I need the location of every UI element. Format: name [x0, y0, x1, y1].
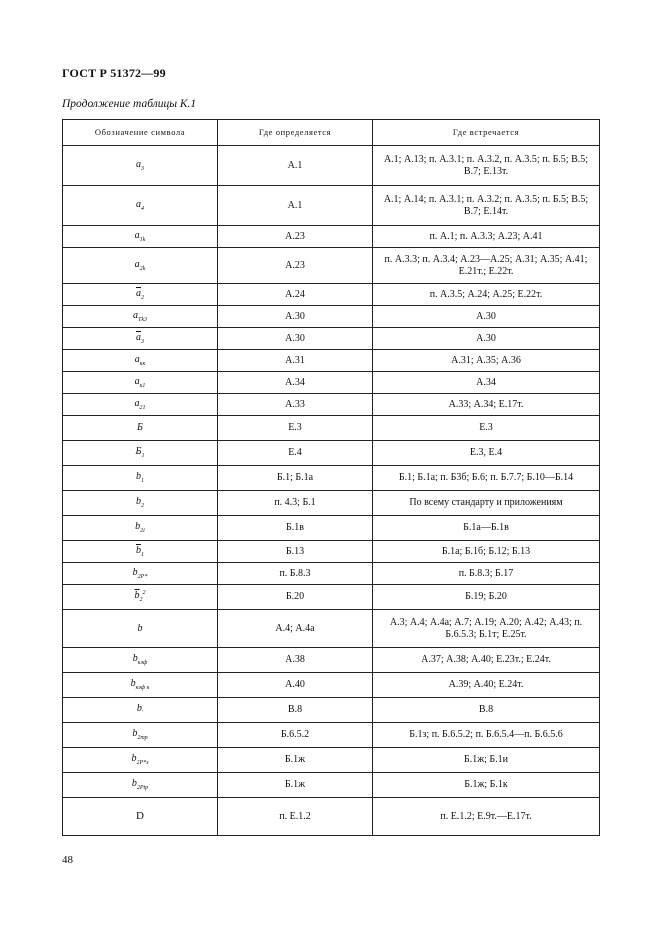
- symbol-cell: [63, 350, 218, 372]
- symbol-base: Б: [135, 446, 142, 458]
- symbol-subscript: кк: [139, 360, 146, 367]
- symbol-base: $\overline{a}$: [136, 287, 141, 299]
- used-cell: п. Е.1.2; Е.9т.—Е.17т.: [373, 798, 600, 836]
- defined-cell: Б.13: [218, 541, 373, 563]
- used-cell: Б.1а; Б.1б; Б.12; Б.13: [373, 541, 600, 563]
- defined-cell: Б.20: [218, 585, 373, 610]
- used-cell: Б.19; Б.20: [373, 585, 600, 610]
- used-cell: А.39; А.40; Е.24т.: [373, 673, 600, 698]
- symbol-base: D: [136, 810, 144, 823]
- symbol-base: Б: [137, 422, 143, 434]
- symbol-subscript: 2тр: [137, 735, 148, 742]
- defined-cell: А.23: [218, 226, 373, 248]
- used-cell: Б.1з; п. Б.6.5.2; п. Б.6.5.4—п. Б.6.5.6: [373, 723, 600, 748]
- symbol-base: a: [134, 258, 140, 270]
- symbol-cell: [63, 248, 218, 284]
- symbol-base: b: [131, 778, 137, 790]
- column-header-symbol: Обозначение символа: [63, 120, 218, 146]
- symbol-cell: [63, 748, 218, 773]
- symbol-cell: [63, 186, 218, 226]
- symbol-base: a: [134, 397, 140, 409]
- defined-cell: Е.4: [218, 441, 373, 466]
- symbol-cell: [63, 372, 218, 394]
- table-row: [63, 186, 600, 226]
- symbol-cell: [63, 610, 218, 648]
- symbol-subscript: 21: [139, 404, 146, 411]
- table-row: [63, 328, 600, 350]
- used-cell: А.30: [373, 306, 600, 328]
- column-header-used: Где встречается: [373, 120, 600, 146]
- defined-cell: В.8: [218, 698, 373, 723]
- symbol-subscript: 2P*з: [136, 760, 149, 767]
- table-row: [63, 441, 600, 466]
- symbol-subscript: кэф к: [135, 685, 150, 692]
- used-cell: А.37; А.38; А.40; Е.23т.; Е.24т.: [373, 648, 600, 673]
- symbol-subscript: 4: [141, 205, 144, 212]
- used-cell: п. Б.8.3; Б.17: [373, 563, 600, 585]
- symbol-base: b: [137, 622, 143, 634]
- symbol-cell: [63, 284, 218, 306]
- table-row: [63, 723, 600, 748]
- used-cell: А.3; А.4; А.4а; А.7; А.19; А.20; А.42; А.43; п. Б.6.5.3; Б.1т; Е.25т.: [373, 610, 600, 648]
- symbol-cell: [63, 146, 218, 186]
- symbol-subscript: 1: [141, 453, 145, 460]
- symbol-subscript: 3: [141, 338, 144, 345]
- symbol-cell: [63, 798, 218, 836]
- used-cell: А.30: [373, 328, 600, 350]
- symbol-cell: [63, 673, 218, 698]
- symbol-superscript: 2: [142, 590, 146, 597]
- symbols-table: [62, 119, 600, 836]
- defined-cell: Б.1ж: [218, 748, 373, 773]
- defined-cell: А.23: [218, 248, 373, 284]
- symbol-cell: [63, 441, 218, 466]
- defined-cell: п. Е.1.2: [218, 798, 373, 836]
- used-cell: п. А.3.5; А.24; А.25; Е.22т.: [373, 284, 600, 306]
- symbol-base: b: [136, 471, 141, 483]
- used-cell: По всему стандарту и приложениям: [373, 491, 600, 516]
- page-number: 48: [62, 854, 73, 866]
- used-cell: А.31; А.35; А.36: [373, 350, 600, 372]
- used-cell: Е.3, Е.4: [373, 441, 600, 466]
- table-row: [63, 585, 600, 610]
- defined-cell: Б.6.5.2: [218, 723, 373, 748]
- used-cell: А.1; А.14; п. А.3.1; п. А.3.2; п. А.3.5; п. Б.5; В.5; В.7; Е.14т.: [373, 186, 600, 226]
- used-cell: Б.1ж; Б.1к: [373, 773, 600, 798]
- defined-cell: А.40: [218, 673, 373, 698]
- symbol-subscript: 2i: [140, 528, 145, 535]
- symbol-subscript: ': [141, 710, 144, 717]
- defined-cell: А.30: [218, 306, 373, 328]
- symbol-cell: [63, 491, 218, 516]
- symbol-base: b: [136, 496, 141, 508]
- symbol-base: $\overline{b}$: [136, 544, 141, 556]
- table-row: [63, 516, 600, 541]
- symbol-cell: [63, 226, 218, 248]
- symbol-base: a: [133, 309, 138, 321]
- table-row: [63, 394, 600, 416]
- defined-cell: Е.3: [218, 416, 373, 441]
- table-row: [63, 563, 600, 585]
- symbol-base: b: [131, 753, 137, 765]
- used-cell: А.1; А.13; п. А.3.1; п. А.3.2, п. А.3.5; п. Б.5; В.5; В.7; Е.13т.: [373, 146, 600, 186]
- defined-cell: Б.1; Б.1а: [218, 466, 373, 491]
- table-row: [63, 748, 600, 773]
- symbol-subscript: 1: [141, 551, 144, 558]
- defined-cell: п. Б.8.3: [218, 563, 373, 585]
- used-cell: А.34: [373, 372, 600, 394]
- symbol-subscript: 2P*: [137, 573, 148, 580]
- defined-cell: А.33: [218, 394, 373, 416]
- symbol-base: b: [132, 566, 138, 578]
- symbol-subscript: 2k: [139, 265, 146, 272]
- defined-cell: А.1: [218, 146, 373, 186]
- table-row: [63, 350, 600, 372]
- symbol-subscript: 3: [141, 165, 144, 172]
- table-row: [63, 491, 600, 516]
- symbol-subscript: 1: [141, 478, 144, 485]
- defined-cell: А.4; А.4а: [218, 610, 373, 648]
- symbol-subscript: 2: [141, 294, 144, 301]
- symbol-base: a: [134, 229, 140, 241]
- symbol-base: a: [136, 198, 141, 210]
- symbol-cell: [63, 416, 218, 441]
- symbol-base: $\overline{b}$: [134, 590, 140, 602]
- defined-cell: А.31: [218, 350, 373, 372]
- defined-cell: Б.1в: [218, 516, 373, 541]
- symbol-base: a: [134, 353, 140, 365]
- table-row: [63, 648, 600, 673]
- symbol-cell: [63, 698, 218, 723]
- defined-cell: А.1: [218, 186, 373, 226]
- used-cell: А.33; А.34; Е.17т.: [373, 394, 600, 416]
- symbol-base: b: [132, 653, 138, 665]
- table-row: [63, 416, 600, 441]
- table-row: [63, 146, 600, 186]
- symbol-cell: [63, 466, 218, 491]
- defined-cell: п. 4.3; Б.1: [218, 491, 373, 516]
- symbol-base: b: [130, 678, 136, 690]
- symbol-cell: [63, 585, 218, 610]
- table-body: [63, 146, 600, 836]
- symbol-cell: [63, 541, 218, 563]
- table-row: [63, 773, 600, 798]
- symbol-subscript: 2Ptр: [136, 785, 149, 792]
- table-row: [63, 372, 600, 394]
- symbol-subscript: Tk3: [138, 316, 147, 323]
- defined-cell: А.24: [218, 284, 373, 306]
- table-row: [63, 673, 600, 698]
- defined-cell: А.38: [218, 648, 373, 673]
- symbol-subscript: к1: [139, 382, 146, 389]
- symbol-cell: [63, 328, 218, 350]
- symbol-base: a: [134, 375, 140, 387]
- symbol-base: b: [132, 728, 138, 740]
- table-row: [63, 698, 600, 723]
- used-cell: Б.1а—Б.1в: [373, 516, 600, 541]
- defined-cell: А.30: [218, 328, 373, 350]
- table-row: [63, 226, 600, 248]
- table-row: [63, 541, 600, 563]
- table-row: [63, 798, 600, 836]
- table-row: [63, 466, 600, 491]
- defined-cell: А.34: [218, 372, 373, 394]
- symbol-cell: [63, 516, 218, 541]
- used-cell: Б.1ж; Б.1и: [373, 748, 600, 773]
- symbol-cell: [63, 563, 218, 585]
- table-row: [63, 284, 600, 306]
- document-header: ГОСТ Р 51372—99: [62, 66, 166, 80]
- table-row: [63, 306, 600, 328]
- symbol-base: b: [136, 703, 142, 715]
- table-header-row: [63, 120, 600, 146]
- symbol-subscript: кэф: [137, 660, 148, 667]
- symbol-cell: [63, 394, 218, 416]
- symbol-subscript: 2: [139, 597, 143, 604]
- used-cell: п. А.1; п. А.3.3; А.23; А.41: [373, 226, 600, 248]
- column-header-defined: Где определяется: [218, 120, 373, 146]
- symbol-cell: [63, 723, 218, 748]
- used-cell: п. А.3.3; п. А.3.4; А.23—А.25; А.31; А.35; А.41; Е.21т.; Е.22т.: [373, 248, 600, 284]
- used-cell: В.8: [373, 698, 600, 723]
- symbol-subscript: 2: [141, 503, 144, 510]
- symbol-subscript: 1k: [139, 236, 146, 243]
- symbol-cell: [63, 648, 218, 673]
- table-caption: Продолжение таблицы К.1: [62, 98, 197, 110]
- table-row: [63, 610, 600, 648]
- used-cell: Б.1; Б.1а; п. Б3б; Б.6; п. Б.7.7; Б.10—Б.14: [373, 466, 600, 491]
- symbol-cell: [63, 306, 218, 328]
- used-cell: Е.3: [373, 416, 600, 441]
- defined-cell: Б.1ж: [218, 773, 373, 798]
- symbol-base: b: [135, 521, 141, 533]
- symbol-base: $\overline{a}$: [136, 331, 141, 343]
- symbol-base: a: [136, 158, 141, 170]
- table-row: [63, 248, 600, 284]
- symbol-cell: [63, 773, 218, 798]
